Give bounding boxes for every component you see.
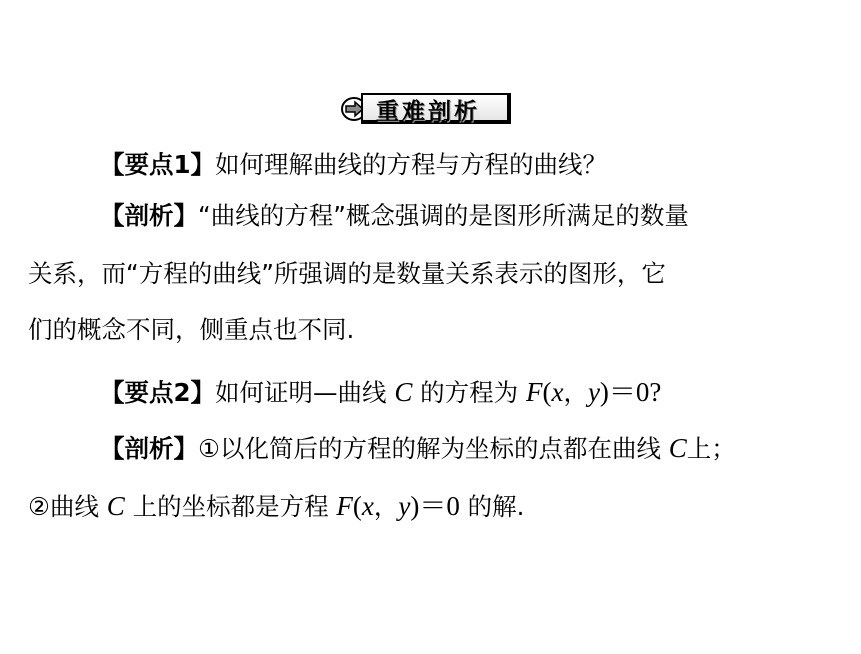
curve-variable: C <box>668 433 687 463</box>
analysis-2-text-1a: ①以化简后的方程的解为坐标的点都在曲线 <box>198 434 661 463</box>
key-point-1-tag: 【要点1】 <box>100 150 216 179</box>
equation-tail: )＝0? <box>599 377 662 407</box>
equation-paren: ( <box>352 491 362 521</box>
equation-paren: ( <box>542 377 552 407</box>
analysis-1-tag: 【剖析】 <box>100 201 198 230</box>
curve-variable: C <box>106 491 125 521</box>
equation-func: F <box>525 377 543 407</box>
equation <box>336 492 459 521</box>
section-badge-label: 重难剖析 <box>376 98 480 125</box>
analysis-1-text-1: “曲线的方程”概念强调的是图形所满足的数量 <box>198 201 689 230</box>
key-point-1-text: 如何理解曲线的方程与方程的曲线？ <box>215 150 608 179</box>
equation-y: y <box>398 491 411 521</box>
equation-tail: )＝0 <box>410 491 460 521</box>
analysis-2-text-2b: 上的坐标都是方程 <box>132 492 329 521</box>
analysis-2-line-2 <box>28 490 524 523</box>
key-point-1 <box>100 149 607 181</box>
analysis-2-line-1 <box>100 432 736 465</box>
analysis-2-text-2c: 的解. <box>467 492 525 521</box>
key-point-2-tag: 【要点2】 <box>100 378 216 407</box>
equation-comma: ， <box>563 378 588 407</box>
analysis-1-line-3: 们的概念不同，侧重点也不同. <box>28 315 355 344</box>
analysis-2-text-1b: 上； <box>686 434 736 463</box>
analysis-2-tag: 【剖析】 <box>100 434 198 463</box>
key-point-2 <box>100 376 661 409</box>
curve-variable: C <box>394 377 413 407</box>
section-badge <box>341 90 515 128</box>
equation-x: x <box>361 491 374 521</box>
key-point-2-text-b: 的方程为 <box>420 378 519 407</box>
key-point-2-text-a: 如何证明—曲线 <box>215 378 387 407</box>
equation <box>526 378 661 407</box>
equation-y: y <box>587 377 600 407</box>
analysis-2-text-2a: ②曲线 <box>28 492 99 521</box>
analysis-1-line-2: 关系，而“方程的曲线”所强调的是数量关系表示的图形，它 <box>28 259 666 288</box>
equation-x: x <box>551 377 564 407</box>
analysis-1-line-1 <box>100 200 689 232</box>
equation-comma: ， <box>373 492 399 521</box>
equation-func: F <box>336 491 353 521</box>
